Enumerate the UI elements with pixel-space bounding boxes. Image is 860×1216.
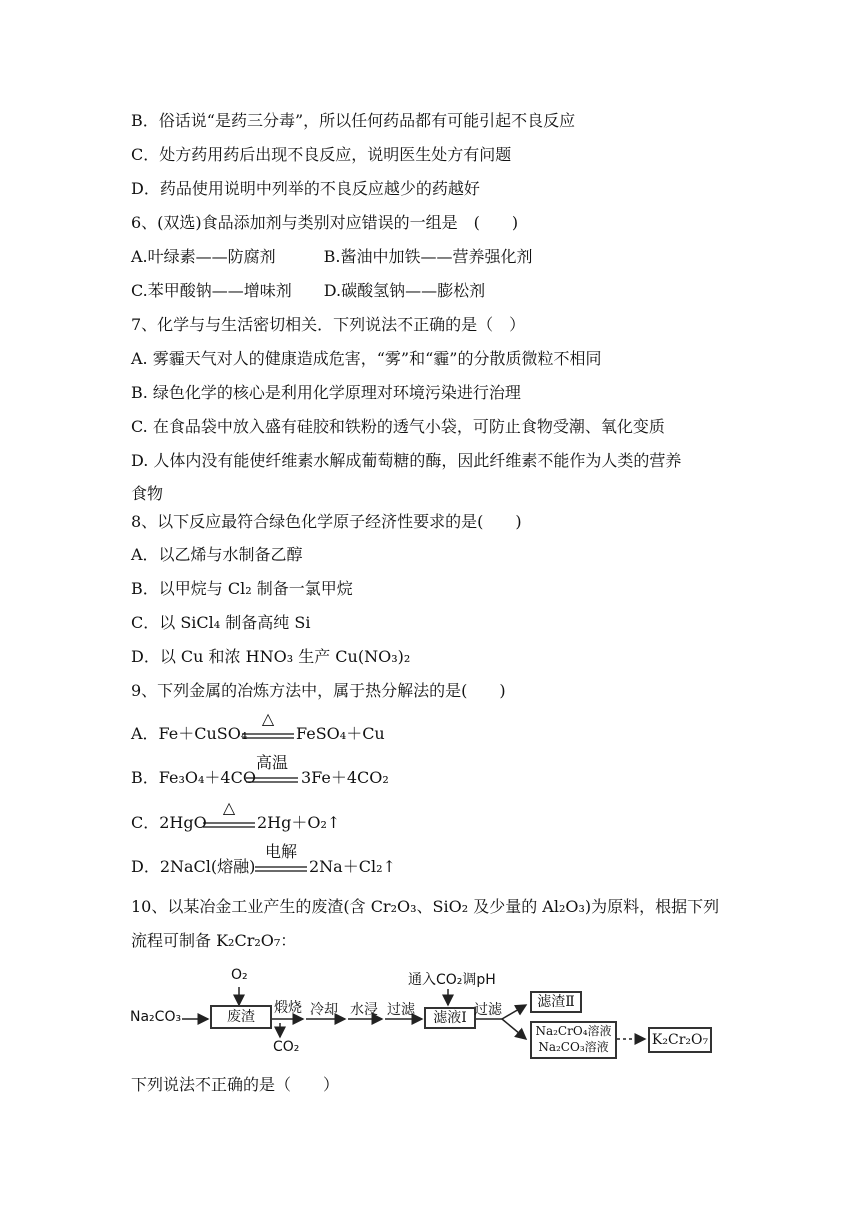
equation-left: C．2HgO	[131, 813, 207, 832]
option-6cd: C.苯甲酸钠——增味剂 D.碳酸氢钠——膨松剂	[131, 281, 486, 300]
equation-right: 3Fe＋4CO₂	[301, 768, 389, 787]
flow-na2cro4: Na₂CrO₄溶液	[535, 1024, 612, 1038]
question-10-prompt: 下列说法不正确的是（ ）	[131, 1075, 340, 1094]
flow-box-mixture	[530, 1021, 617, 1059]
option-8c: C．以 SiCl₄ 制备高纯 Si	[131, 613, 311, 632]
flow-guolv-2: 过滤	[474, 1002, 502, 1018]
equals-arrow-icon	[203, 822, 255, 829]
option-7d: D. 人体内没有能使纤维素水解成葡萄糖的酶，因此纤维素不能作为人类的营养	[131, 451, 682, 470]
equation-9c	[131, 799, 491, 833]
option-7b: B. 绿色化学的核心是利用化学原理对环境污染进行治理	[131, 383, 521, 402]
equation-left: A．Fe＋CuSO₄	[131, 724, 248, 743]
question-10: 10、以某冶金工业产生的废渣(含 Cr₂O₃、SiO₂ 及少量的 Al₂O₃)为原料，根据下列	[131, 897, 720, 916]
flow-na2co3: Na₂CO₃	[130, 1009, 182, 1025]
equation-right: 2Na＋Cl₂↑	[309, 857, 396, 876]
flow-lengque: 冷却	[310, 1002, 338, 1018]
equation-9d	[131, 843, 511, 877]
flow-na2co3-solution: Na₂CO₃溶液	[538, 1040, 609, 1054]
equation-left: B．Fe₃O₄＋4CO	[131, 768, 256, 787]
flow-box-product: K₂Cr₂O₇	[648, 1027, 712, 1053]
question-8: 8、以下反应最符合绿色化学原子经济性要求的是( )	[131, 512, 522, 531]
question-6: 6、(双选)食品添加剂与类别对应错误的一组是 ( )	[131, 213, 519, 232]
flow-o2: O₂	[231, 967, 248, 983]
flow-shuijin: 水浸	[350, 1002, 378, 1018]
equals-arrow-icon	[242, 733, 294, 740]
equals-arrow-icon	[246, 777, 298, 784]
flow-co2-out: CO₂	[273, 1039, 300, 1055]
option-5c: C．处方药用药后出现不良反应，说明医生处方有问题	[131, 145, 512, 164]
equation-9b	[131, 754, 491, 788]
question-10-cont: 流程可制备 K₂Cr₂O₇：	[131, 931, 297, 950]
equation-right: 2Hg＋O₂↑	[257, 813, 341, 832]
equation-condition: 高温	[255, 753, 288, 772]
flow-duanshao: 煅烧	[274, 1000, 302, 1016]
equals-arrow-icon	[255, 866, 307, 873]
option-7c: C. 在食品袋中放入盛有硅胶和铁粉的透气小袋，可防止食物受潮、氧化变质	[131, 417, 665, 436]
equation-condition: △	[261, 709, 275, 728]
equation-left: D．2NaCl(熔融)	[131, 857, 256, 876]
equation-condition: △	[222, 798, 236, 817]
option-5b: B．俗话说“是药三分毒”，所以任何药品都有可能引起不良反应	[131, 111, 576, 130]
equation-condition: 电解	[264, 842, 297, 861]
equation-right: FeSO₄＋Cu	[296, 724, 385, 743]
flow-guolv-1: 过滤	[387, 1002, 415, 1018]
flow-tongru-co2: 通入CO₂调pH	[408, 972, 496, 988]
flow-box-lvye1: 滤液Ⅰ	[424, 1007, 476, 1029]
question-7: 7、化学与与生活密切相关．下列说法不正确的是（ ）	[131, 315, 526, 334]
option-8d: D．以 Cu 和浓 HNO₃ 生产 Cu(NO₃)₂	[131, 647, 411, 666]
process-flow-diagram	[130, 965, 730, 1065]
option-8a: A．以乙烯与水制备乙醇	[131, 545, 303, 564]
option-7d-cont: 食物	[131, 484, 164, 503]
option-6ab: A.叶绿素——防腐剂 B.酱油中加铁——营养强化剂	[131, 247, 533, 266]
option-5d: D．药品使用说明中列举的不良反应越少的药越好	[131, 179, 480, 198]
flow-box-feizha: 废渣	[210, 1005, 272, 1029]
flow-box-lvzha2: 滤渣Ⅱ	[530, 991, 582, 1013]
question-9: 9、下列金属的冶炼方法中，属于热分解法的是( )	[131, 681, 506, 700]
option-7a: A. 雾霾天气对人的健康造成危害，“雾”和“霾”的分散质微粒不相同	[131, 349, 602, 368]
equation-9a	[131, 710, 491, 744]
option-8b: B．以甲烷与 Cl₂ 制备一氯甲烷	[131, 579, 353, 598]
